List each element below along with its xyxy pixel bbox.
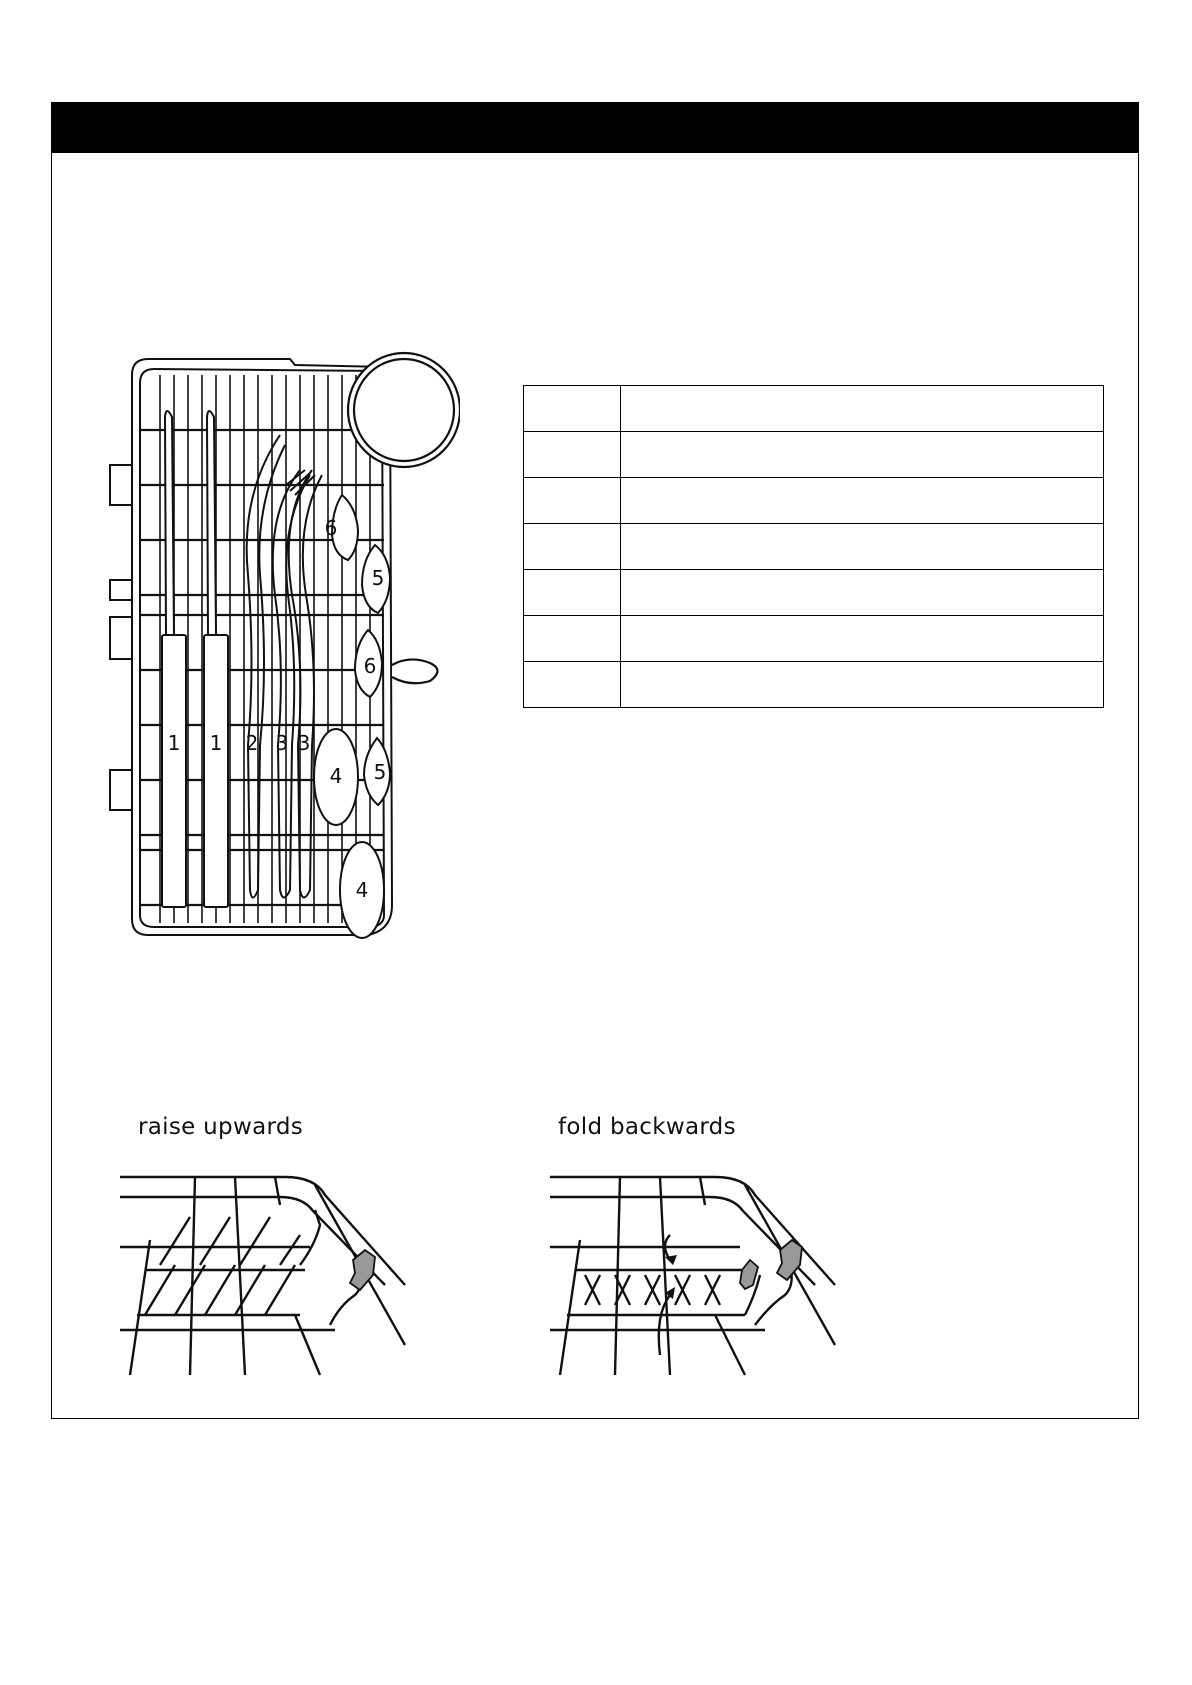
shelf-raise-illustration	[115, 1165, 415, 1380]
legend-description-cell	[621, 570, 1104, 616]
legend-table	[523, 385, 1104, 708]
cutlery-rack-illustration	[100, 345, 460, 950]
legend-description-cell	[621, 524, 1104, 570]
table-row	[524, 570, 1104, 616]
legend-description-cell	[621, 616, 1104, 662]
label-item-5-lower: 5	[373, 760, 387, 784]
raise-upwards-caption: raise upwards	[138, 1114, 304, 1140]
label-knife-a: 1	[167, 731, 181, 755]
label-utensil-2: 2	[245, 731, 259, 755]
legend-number-cell	[524, 478, 621, 524]
label-item-6-lower: 6	[363, 654, 377, 678]
table-row	[524, 524, 1104, 570]
legend-number-cell	[524, 386, 621, 432]
legend-description-cell	[621, 386, 1104, 432]
legend-number-cell	[524, 432, 621, 478]
table-row	[524, 386, 1104, 432]
table-row	[524, 432, 1104, 478]
legend-description-cell	[621, 432, 1104, 478]
label-fork-a: 3	[275, 731, 289, 755]
legend-number-cell	[524, 570, 621, 616]
table-row	[524, 662, 1104, 708]
legend-description-cell	[621, 662, 1104, 708]
legend-number-cell	[524, 616, 621, 662]
fold-backwards-caption: fold backwards	[558, 1114, 736, 1140]
legend-number-cell	[524, 524, 621, 570]
table-row	[524, 616, 1104, 662]
label-item-6-upper: 6	[324, 516, 338, 540]
label-item-4-lower: 4	[355, 878, 369, 902]
label-item-4-upper: 4	[329, 764, 343, 788]
label-fork-b: 3	[297, 731, 311, 755]
table-row	[524, 478, 1104, 524]
label-knife-b: 1	[209, 731, 223, 755]
label-item-5-upper: 5	[371, 566, 385, 590]
shelf-fold-illustration	[545, 1165, 845, 1380]
legend-number-cell	[524, 662, 621, 708]
legend-description-cell	[621, 478, 1104, 524]
